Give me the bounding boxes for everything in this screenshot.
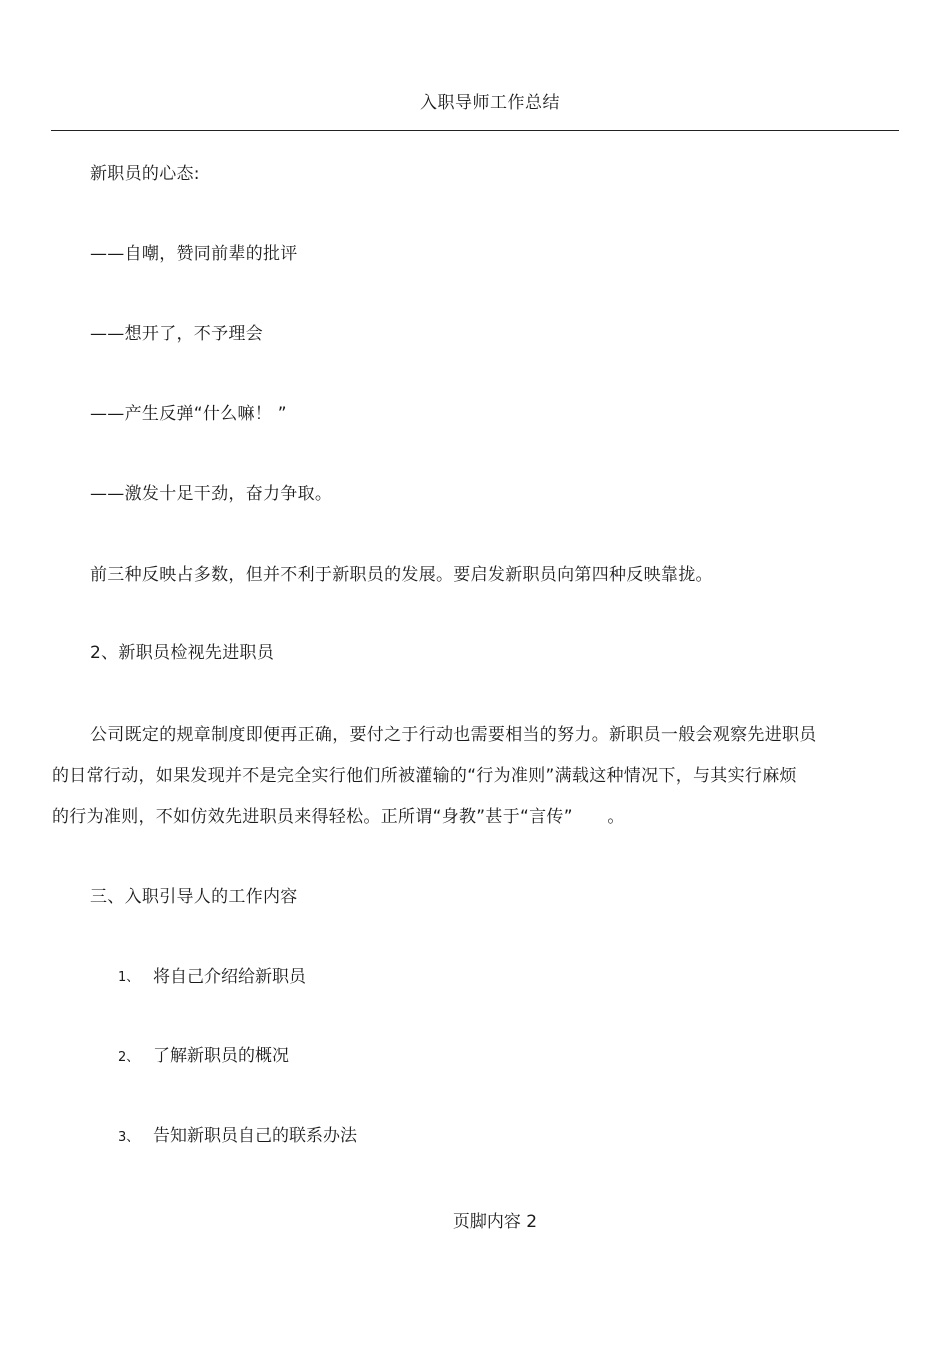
duty-number: 1、 <box>118 970 140 985</box>
page-footer: 页脚内容 2 <box>452 1212 538 1232</box>
reaction-item: ——想开了，不予理会 <box>90 324 263 344</box>
section2-paragraph-line: 的日常行动，如果发现并不是完全实行他们所被灌输的“行为准则”满载这种情况下，与其实行麻烦 <box>52 766 797 786</box>
duty-text: 将自己介绍给新职员 <box>153 967 306 987</box>
duty-text: 了解新职员的概况 <box>153 1046 289 1066</box>
section2-heading: 2、新职员检视先进职员 <box>90 643 275 663</box>
section3-heading: 三、入职引导人的工作内容 <box>90 887 298 907</box>
section2-paragraph-line: 的行为准则，不如仿效先进职员来得轻松。正所谓“身教”甚于“言传” 。 <box>52 807 625 827</box>
section2-paragraph-line: 公司既定的规章制度即便再正确，要付之于行动也需要相当的努力。新职员一般会观察先进职员 <box>90 725 817 745</box>
duty-text: 告知新职员自己的联系办法 <box>153 1126 357 1146</box>
page-header-title: 入职导师工作总结 <box>420 93 560 113</box>
summary-paragraph: 前三种反映占多数，但并不利于新职员的发展。要启发新职员向第四种反映靠拢。 <box>90 565 713 585</box>
reaction-item: ——自嘲，赞同前辈的批评 <box>90 244 298 264</box>
duty-number: 3、 <box>118 1130 140 1145</box>
reaction-item: ——激发十足干劲，奋力争取。 <box>90 484 333 504</box>
mindset-heading: 新职员的心态: <box>90 164 200 184</box>
header-divider <box>51 130 899 131</box>
reaction-item: ——产生反弹“什么嘛！ ” <box>90 404 287 424</box>
duty-number: 2、 <box>118 1050 140 1065</box>
